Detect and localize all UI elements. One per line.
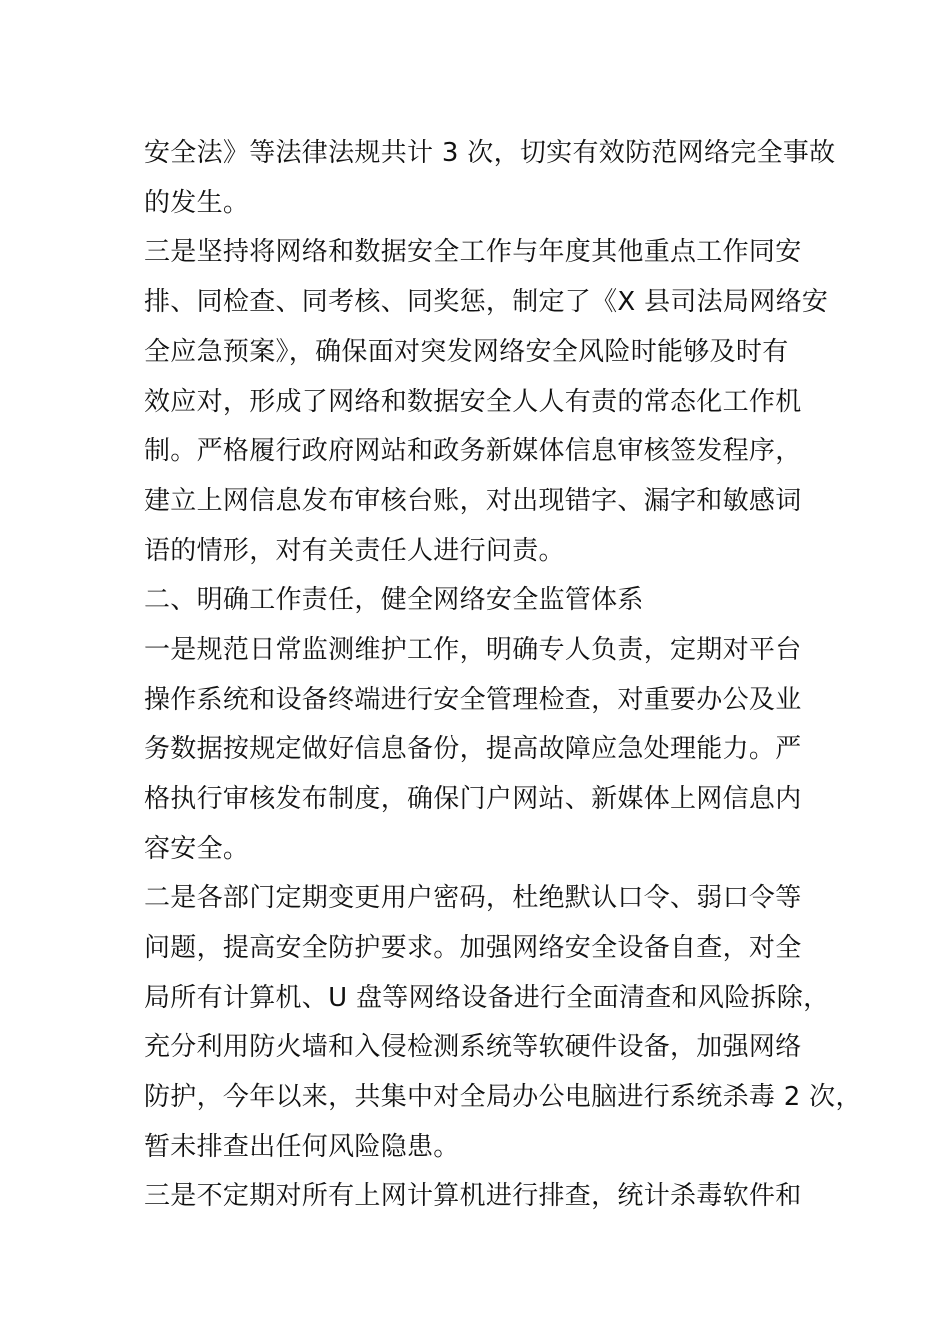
- text-line: 充分利用防火墙和入侵检测系统等软硬件设备，加强网络: [144, 1032, 802, 1062]
- text-line: 二是各部门定期变更用户密码，杜绝默认口令、弱口令等: [144, 883, 802, 913]
- text-line: 操作系统和设备终端进行安全管理检查，对重要办公及业: [144, 685, 802, 715]
- text-line: 效应对，形成了网络和数据安全人人有责的常态化工作机: [144, 387, 802, 417]
- text-line: 安全法》等法律法规共计 3 次，切实有效防范网络完全事故: [144, 138, 836, 168]
- text-line: 务数据按规定做好信息备份，提高故障应急处理能力。严: [144, 734, 802, 764]
- text-line: 容安全。: [144, 834, 250, 864]
- text-line: 全应急预案》，确保面对突发网络安全风险时能够及时有: [144, 337, 789, 367]
- text-line: 问题，提高安全防护要求。加强网络安全设备自查，对全: [144, 933, 802, 963]
- text-line: 三是不定期对所有上网计算机进行排查，统计杀毒软件和: [144, 1181, 802, 1211]
- text-line: 建立上网信息发布审核台账，对出现错字、漏字和敏感词: [144, 486, 802, 516]
- text-line: 制。严格履行政府网站和政务新媒体信息审核签发程序，: [144, 436, 802, 466]
- text-line: 三是坚持将网络和数据安全工作与年度其他重点工作同安: [144, 237, 802, 267]
- section-heading: 二、明确工作责任，健全网络安全监管体系: [144, 585, 644, 615]
- text-line: 排、同检查、同考核、同奖惩，制定了《X 县司法局网络安: [144, 287, 829, 317]
- text-line: 语的情形，对有关责任人进行问责。: [144, 536, 565, 566]
- text-line: 防护，今年以来，共集中对全局办公电脑进行系统杀毒 2 次，: [144, 1082, 862, 1112]
- text-line: 暂未排查出任何风险隐患。: [144, 1132, 460, 1162]
- text-line: 局所有计算机、U 盘等网络设备进行全面清查和风险拆除，: [144, 983, 830, 1013]
- text-line: 一是规范日常监测维护工作，明确专人负责，定期对平台: [144, 635, 802, 665]
- text-line: 的发生。: [144, 188, 250, 218]
- text-line: 格执行审核发布制度，确保门户网站、新媒体上网信息内: [144, 784, 802, 814]
